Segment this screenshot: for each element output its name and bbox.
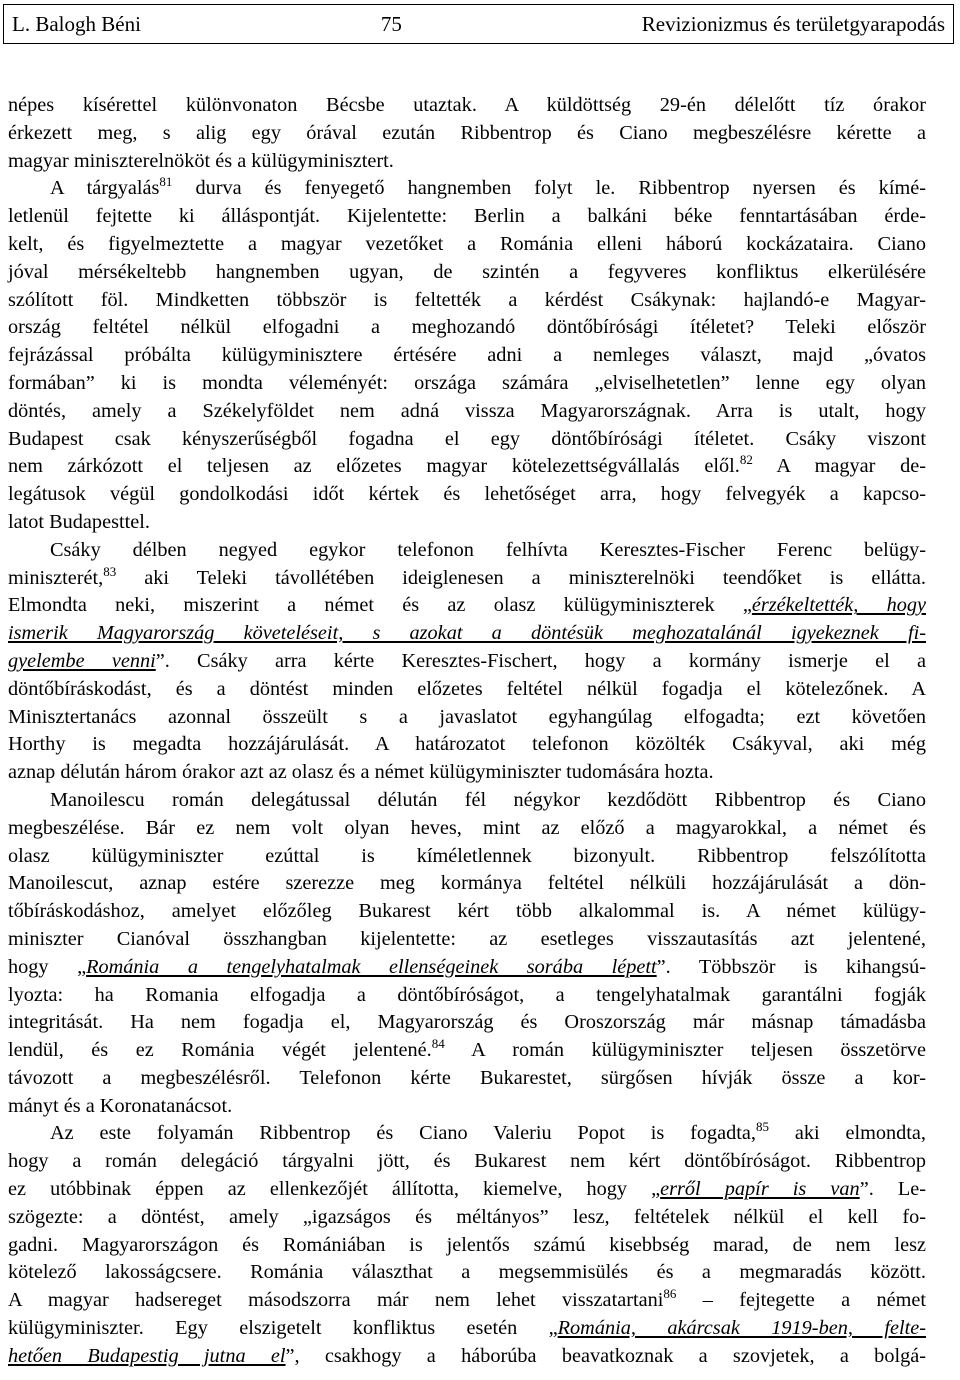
text-line: ország feltétel nélkül elfogadni a meghozandó döntőbírósági ítéletet? Teleki először: [8, 316, 926, 339]
text-span: ez utóbbinak éppen az ellenkezőjét állította, kiemelve, hogy „: [8, 1178, 661, 1201]
text-span: durva és fenyegető hangnemben folyt le. Ribbentrop nyersen és kímé-: [172, 177, 926, 200]
quote-italic: gyelembe venni: [8, 649, 156, 672]
text-line: Manoilescu román delegátussal délután fél négykor kezdődött Ribbentrop és Ciano: [50, 788, 926, 811]
text-span: A magyar hadsereget másodszorra már nem lehet visszatartani: [8, 1289, 664, 1312]
text-line: legátusok végül gondolkodási időt kértek és lehetőséget arra, hogy felvegyék a kapcso-: [8, 483, 926, 506]
text-line: jóval mérsékeltebb hangnemben ugyan, de szintén a fegyveres konfliktus elkerülésére: [8, 260, 926, 283]
header-page-number: 75: [380, 11, 402, 36]
text-span: Az este folyamán Ribbentrop és Ciano Valeriu Popot is fogadta,: [50, 1122, 756, 1145]
text-span: A tárgyalás: [50, 177, 160, 200]
footnote-ref[interactable]: 81: [159, 174, 173, 190]
text-span: ”. Le-: [859, 1178, 926, 1201]
text-span: aki Teleki távollétében ideiglenesen a miniszterelnöki teendőket is ellátta.: [116, 566, 926, 589]
text-line: kötelező lakosságcsere. Románia választhat a megsemmisülés és a megmaradás között.: [8, 1261, 926, 1284]
text-span: ”, csakhogy a háborúba beavatkoznak a szovjetek, a bolgá-: [285, 1344, 926, 1367]
text-line: [8, 565, 926, 593]
text-span: nem zárkózott el teljesen az előzetes magyar kötelezettségvállalás elől.: [8, 455, 740, 478]
quote-italic: érzékeltették, hogy: [751, 594, 926, 617]
header-running-title: Revizionizmus és területgyarapodás: [641, 11, 945, 36]
text-line: tőbíráskodáshoz, amelyet előzőleg Bukarest kért több alkalommal is. A német külügy-: [8, 900, 926, 923]
text-line: Budapest csak kényszerűségből fogadna el egy döntőbírósági ítéletet. Csáky viszont: [8, 427, 926, 450]
text-line: Horthy is megadta hozzájárulását. A határozatot telefonon közölték Csákyval, aki még: [8, 733, 926, 756]
text-line: hogy a román delegáció tárgyalni jött, és Bukarest nem kért döntőbíróságot. Ribbentrop: [8, 1150, 926, 1173]
text-line: [8, 1343, 926, 1371]
text-span: A magyar de-: [752, 455, 926, 478]
text-line: [8, 954, 926, 982]
text-span: ”. Csáky arra kérte Keresztes-Fischert, hogy a kormány ismerje el a: [155, 649, 926, 672]
footnote-ref[interactable]: 82: [739, 452, 753, 468]
text-span: A román külügyminiszter teljesen összetörve: [444, 1039, 926, 1062]
page-header: [3, 4, 954, 44]
text-line: Minisztertanács azonnal összeült s a javaslatot egyhangúlag elfogadta; ezt követően: [8, 705, 926, 728]
text-line: [8, 648, 926, 676]
text-line: kelt, és figyelmeztette a magyar vezetőket a Románia elleni háború kockázataira. Ciano: [8, 232, 926, 255]
text-span: aki elmondta,: [768, 1122, 926, 1145]
footnote-ref[interactable]: 84: [431, 1036, 445, 1052]
text-line: [8, 453, 926, 481]
text-line: [8, 1287, 926, 1315]
text-line: [8, 1315, 926, 1343]
text-span: hogy „: [8, 955, 87, 978]
text-line: ismerik Magyarország követeléseit, s azokat a döntésük meghozatalánál igyekeznek fi-: [8, 622, 926, 645]
text-span: – fejtegette a német: [676, 1289, 926, 1312]
text-span: ”. Többször is kihangsú-: [656, 955, 926, 978]
text-line: magyar miniszterelnököt és a külügyminisztert.: [8, 149, 394, 172]
text-line: szólított föl. Mindketten többször is feltették a kérdést Csákynak: hajlandó-e Magyar-: [8, 288, 926, 311]
quote-italic: hetően Budapestig jutna el: [8, 1344, 286, 1367]
text-line: döntés, amely a Székelyföldet nem adná vissza Magyarországnak. Arra is utalt, hogy: [8, 399, 926, 422]
text-line: olasz külügyminiszter ezúttal is kíméletlennek bizonyult. Ribbentrop felszólította: [8, 844, 926, 867]
text-line: megbeszélése. Bár ez nem volt olyan heves, mint az előző a magyarokkal, a német és: [8, 816, 926, 839]
text-line: latot Budapesttel.: [8, 510, 150, 533]
text-span: Elmondta neki, miszerint a német és az olasz külügyminiszterek „: [8, 594, 752, 617]
text-line: fejrázással próbálta külügyminisztere értésére adni a nemleges választ, majd „óvatos: [8, 344, 926, 367]
text-line: [8, 592, 926, 620]
text-line: népes kísérettel különvonaton Bécsbe utaztak. A küldöttség 29-én délelőtt tíz órakor: [8, 94, 926, 116]
text-span: miniszterét,: [8, 566, 104, 589]
footnote-ref[interactable]: 86: [663, 1286, 677, 1302]
header-author: L. Balogh Béni: [12, 11, 141, 36]
text-span: lendül, és ez Románia végét jelentené.: [8, 1039, 432, 1062]
quote-italic: Románia a tengelyhatalmak ellenségeinek sorába lépett: [86, 955, 657, 978]
text-line: [8, 1120, 926, 1148]
text-line: letlenül fejtette ki álláspontját. Kijelentette: Berlin a balkáni béke fenntartásában érde-: [8, 205, 926, 228]
text-line: mányt és a Koronatanácsot.: [8, 1094, 233, 1117]
text-line: lyozta: ha Romania elfogadja a döntőbíróságot, a tengelyhatalmak garantálni fogják: [8, 983, 926, 1006]
text-span: külügyminiszter. Egy elszigetelt konfliktus esetén „: [8, 1317, 558, 1340]
footnote-ref[interactable]: 85: [755, 1119, 769, 1135]
text-line: távozott a megbeszélésről. Telefonon kérte Bukarestet, sürgősen hívják össze a kor-: [8, 1066, 926, 1089]
text-line: [8, 175, 926, 203]
quote-italic: Románia, akárcsak 1919-ben, felte-: [557, 1317, 926, 1340]
text-line: döntőbíráskodást, és a döntést minden előzetes feltétel nélkül fogadja el kötelezőnek. A: [8, 677, 926, 700]
text-line: [8, 1037, 926, 1065]
text-line: formában” ki is mondta véleményét: országa számára „elviselhetetlen” lenne egy olyan: [8, 371, 926, 394]
text-line: gadni. Magyarországon és Romániában is jelentős számú kisebbség marad, de nem lesz: [8, 1233, 926, 1256]
quote-italic: erről papír is van: [660, 1178, 860, 1201]
body-text: [8, 92, 926, 1371]
text-line: miniszter Cianóval összhangban kijelentette: az esetleges visszautasítás azt jelentené,: [8, 927, 926, 950]
text-line: érkezett meg, s alig egy órával ezután Ribbentrop és Ciano megbeszélésre kérette a: [8, 121, 926, 144]
footnote-ref[interactable]: 83: [103, 563, 117, 579]
text-line: aznap délután három órakor azt az olasz és a német külügyminiszter tudomására hozta.: [8, 761, 714, 784]
text-line: szögezte: a döntést, amely „igazságos és méltányos” lesz, feltételek nélkül el kell fo-: [8, 1205, 926, 1228]
text-line: integritását. Ha nem fogadja el, Magyarország és Oroszország már másnap támadásba: [8, 1011, 926, 1034]
text-line: Csáky délben negyed egykor telefonon felhívta Keresztes-Fischer Ferenc belügy-: [50, 538, 926, 561]
text-line: [8, 1176, 926, 1204]
text-line: Manoilescut, aznap estére szerezze meg kormánya feltétel nélküli hozzájárulását a dön-: [8, 872, 926, 895]
